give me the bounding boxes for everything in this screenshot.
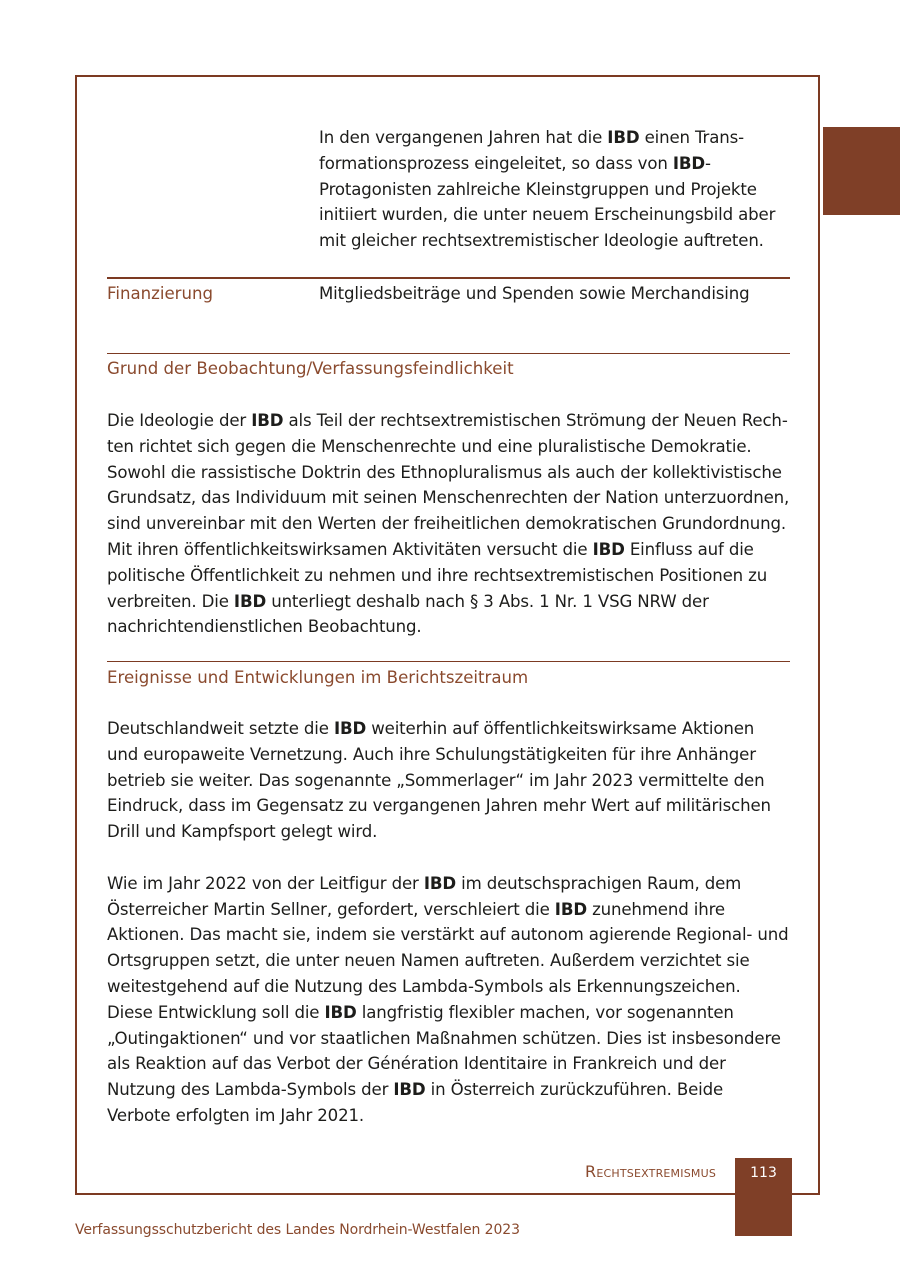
bold-term: IBD <box>393 1080 426 1100</box>
bold-term: IBD <box>324 1002 357 1022</box>
financing-value: Mitgliedsbeiträge und Spenden sowie Merchandising <box>319 284 750 303</box>
publication-title: Verfassungsschutzbericht des Landes Nordrhein-Westfalen 2023 <box>75 1222 520 1238</box>
section2-paragraph-1: Deutschlandweit setzte die IBD weiterhin auf öffentlichkeitswirksame Aktionen und europaweite Vernetzung. Auch ihre Schulungstätigkeiten für ihre Anhänger betrieb sie weiter. Das sogenannte „Sommerlager“ im Jahr 2023 vermittelte den Eindruck, dass im Gegensatz zu vergangenen Jahren mehr Wert auf militärischen Drill und Kampfsport gelegt wird. <box>107 719 771 842</box>
chapter-side-tab <box>823 127 900 215</box>
section1-body <box>107 408 790 640</box>
financing-rule <box>107 277 790 279</box>
section1-heading: Grund der Beobachtung/Verfassungsfeindlichkeit <box>107 359 514 378</box>
bold-term: IBD <box>233 591 267 611</box>
financing-label: Finanzierung <box>107 284 214 303</box>
page-number: 113 <box>750 1165 777 1181</box>
page-number-box <box>735 1158 792 1236</box>
bold-term: IBD <box>333 719 367 738</box>
bold-term: IBD <box>672 153 706 173</box>
section2-heading: Ereignisse und Entwicklungen im Berichtszeitraum <box>107 668 529 687</box>
intro-paragraph: In den vergangenen Jahren hat die IBD einen Transformationsprozess eingeleitet, so dass von IBD-Protagonisten zahlreiche Kleinstgruppen und Projekte initiiert wurden, die unter neuem Erscheinungsbild aber mit gleicher rechtsextremistischer Ideologie auftreten. <box>319 128 776 251</box>
section2-body <box>107 716 790 1129</box>
section2-rule <box>107 661 790 662</box>
section1-paragraph: Die Ideologie der IBD als Teil der rechtsextremistischen Strömung der Neuen Rechten richtet sich gegen die Menschenrechte und eine pluralistische Demokratie. Sowohl die rassistische Doktrin des Ethnopluralismus als auch der kollektivistische Grundsatz, das Individuum mit seinen Menschenrechten der Nation unterzuordnen, sind unvereinbar mit den Werten der freiheitlichen demokratischen Grundordnung. Mit ihren öffentlichkeitswirksamen Aktivitäten versucht die IBD Einfluss auf die politische Öffentlichkeit zu nehmen und ihre rechtsextremistischen Positionen zu verbreiten. Die IBD unterliegt deshalb nach § 3 Abs. 1 Nr. 1 VSG NRW der nachrichtendienstlichen Beobachtung. <box>107 411 790 637</box>
section1-rule <box>107 353 790 354</box>
bold-term: IBD <box>607 128 640 147</box>
footer-section-name: Rechtsextremismus <box>585 1162 716 1181</box>
bold-term: IBD <box>554 899 587 919</box>
bold-term: IBD <box>251 411 284 430</box>
intro-block <box>319 125 791 254</box>
bold-term: IBD <box>592 539 625 559</box>
section2-paragraph-2: Wie im Jahr 2022 von der Leitfigur der IBD im deutschsprachigen Raum, dem Österreicher Martin Sellner, gefordert, verschleiert die IBD zunehmend ihre Aktionen. Das macht sie, indem sie verstärkt auf autonom agierende Regional- und Ortsgruppen setzt, die unter neuen Namen auftreten. Außerdem verzichtet sie weitestgehend auf die Nutzung des Lambda-Symbols als Erkennungszeichen. Diese Entwicklung soll die IBD langfristig flexibler machen, vor sogenannten „Outingaktionen“ und vor staatlichen Maßnahmen schützen. Dies ist insbesondere als Reaktion auf das Verbot der Génération Identitaire in Frankreich und der Nutzung des Lambda-Symbols der IBD in Österreich zurückzuführen. Beide Verbote erfolgten im Jahr 2021. <box>107 873 789 1125</box>
bold-term: IBD <box>423 873 456 893</box>
